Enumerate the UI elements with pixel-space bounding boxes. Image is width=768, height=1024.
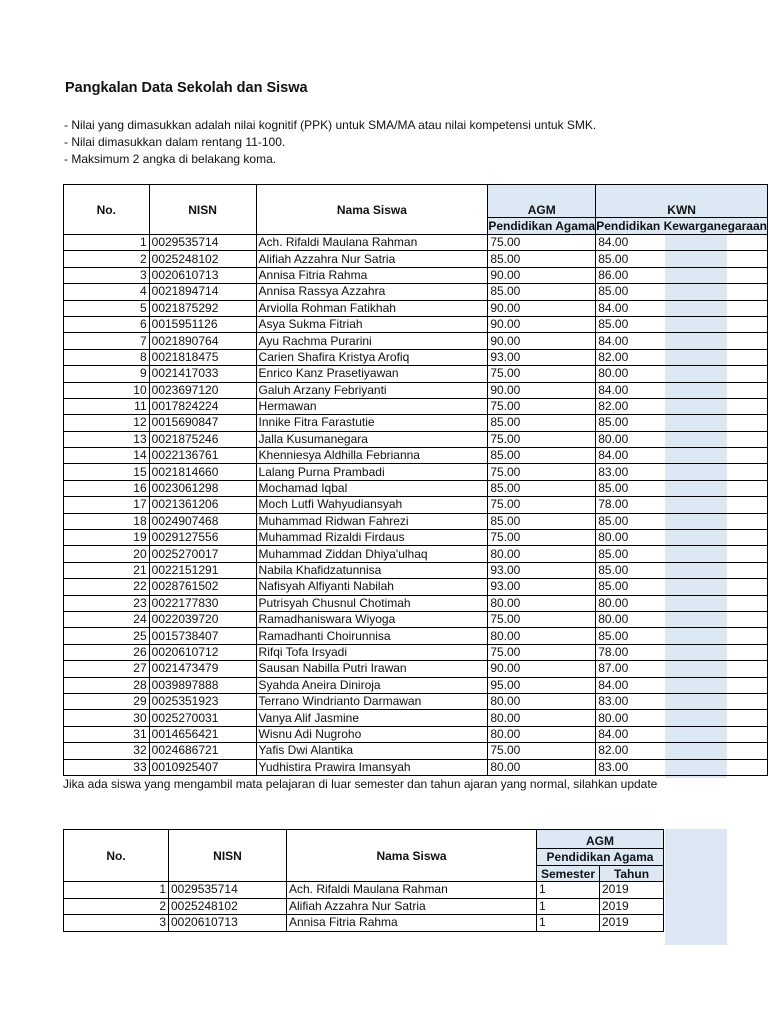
cell-nisn[interactable]: 0021875246 xyxy=(149,431,256,447)
header-tahun[interactable]: Tahun xyxy=(600,866,664,882)
cell-kwn[interactable]: 85.00 xyxy=(596,480,768,496)
cell-nama[interactable]: Yafis Dwi Alantika xyxy=(256,743,488,759)
cell-nama[interactable]: Galuh Arzany Febriyanti xyxy=(256,382,488,398)
table-row xyxy=(64,284,768,300)
header-agm-name[interactable]: Pendidikan Agama xyxy=(488,219,596,233)
cell-no[interactable]: 16 xyxy=(64,480,150,496)
cell-kwn[interactable]: 84.00 xyxy=(596,726,768,742)
cell-kwn[interactable]: 84.00 xyxy=(596,300,768,316)
header-no[interactable]: No. xyxy=(64,185,150,235)
cell-nama[interactable]: Syahda Aneira Diniroja xyxy=(256,677,488,693)
table-row xyxy=(64,759,768,775)
cell-no[interactable]: 12 xyxy=(64,415,150,431)
cell-nama[interactable]: Vanya Alif Jasmine xyxy=(256,710,488,726)
cell-no[interactable]: 25 xyxy=(64,628,150,644)
cell-kwn[interactable]: 85.00 xyxy=(596,579,768,595)
table-row xyxy=(64,628,768,644)
cell-kwn[interactable]: 85.00 xyxy=(596,251,768,267)
cell-no[interactable]: 3 xyxy=(64,915,169,932)
page-title: Pangkalan Data Sekolah dan Siswa xyxy=(65,80,308,96)
cell-agm[interactable]: 80.00 xyxy=(488,546,596,562)
header-agm-code[interactable]: AGM xyxy=(537,830,664,849)
cell-nisn[interactable]: 0021818475 xyxy=(149,349,256,365)
cell-nisn[interactable]: 0023697120 xyxy=(149,382,256,398)
cell-nisn[interactable]: 0029535714 xyxy=(149,235,256,251)
notes xyxy=(64,117,596,168)
table-row xyxy=(64,743,768,759)
cell-nama[interactable]: Sausan Nabilla Putri Irawan xyxy=(256,661,488,677)
cell-nama[interactable]: Annisa Rassya Azzahra xyxy=(256,284,488,300)
cell-no[interactable]: 4 xyxy=(64,284,150,300)
header-no[interactable]: No. xyxy=(64,830,169,882)
cell-kwn[interactable]: 84.00 xyxy=(596,333,768,349)
cell-agm[interactable]: 95.00 xyxy=(488,677,596,693)
table-row xyxy=(64,726,768,742)
cell-agm[interactable]: 75.00 xyxy=(488,235,596,251)
header-kwn-name[interactable]: Pendidikan Kewarganegaraan xyxy=(596,219,767,233)
cell-no[interactable]: 15 xyxy=(64,464,150,480)
cell-agm[interactable]: 75.00 xyxy=(488,497,596,513)
cell-no[interactable]: 2 xyxy=(64,898,169,915)
cell-kwn[interactable]: 83.00 xyxy=(596,464,768,480)
table-row xyxy=(64,349,768,365)
cell-no[interactable]: 1 xyxy=(64,235,150,251)
cell-nisn[interactable]: 0022039720 xyxy=(149,611,256,627)
cell-kwn[interactable]: 80.00 xyxy=(596,366,768,382)
cell-nama[interactable]: Ach. Rifaldi Maulana Rahman xyxy=(287,882,537,899)
cell-nisn[interactable]: 0017824224 xyxy=(149,398,256,414)
cell-agm[interactable]: 90.00 xyxy=(488,267,596,283)
cell-no[interactable]: 32 xyxy=(64,743,150,759)
table-row xyxy=(64,366,768,382)
cell-agm[interactable]: 85.00 xyxy=(488,448,596,464)
cell-nama[interactable]: Ramadhaniswara Wiyoga xyxy=(256,611,488,627)
header-kwn-code[interactable]: KWN xyxy=(596,185,768,218)
cell-nisn[interactable]: 0014656421 xyxy=(149,726,256,742)
cell-kwn[interactable]: 85.00 xyxy=(596,546,768,562)
cell-no[interactable]: 26 xyxy=(64,644,150,660)
cell-agm[interactable]: 90.00 xyxy=(488,661,596,677)
cell-nisn[interactable]: 0039897888 xyxy=(149,677,256,693)
cell-nisn[interactable]: 0022151291 xyxy=(149,562,256,578)
table-row xyxy=(64,595,768,611)
cell-nisn[interactable]: 0024907468 xyxy=(149,513,256,529)
table-row xyxy=(64,235,768,251)
table-row xyxy=(64,710,768,726)
cell-kwn[interactable]: 85.00 xyxy=(596,628,768,644)
cell-nama[interactable]: Ayu Rachma Purarini xyxy=(256,333,488,349)
cell-no[interactable]: 14 xyxy=(64,448,150,464)
cell-nisn[interactable]: 0025248102 xyxy=(149,251,256,267)
cell-kwn[interactable]: 82.00 xyxy=(596,349,768,365)
cell-kwn[interactable]: 84.00 xyxy=(596,448,768,464)
cell-nama[interactable]: Putrisyah Chusnul Chotimah xyxy=(256,595,488,611)
cell-nisn[interactable]: 0025270031 xyxy=(149,710,256,726)
cell-kwn[interactable]: 78.00 xyxy=(596,497,768,513)
table-row xyxy=(64,431,768,447)
cell-no[interactable]: 23 xyxy=(64,595,150,611)
cell-tahun[interactable]: 2019 xyxy=(600,898,664,915)
cell-agm[interactable]: 75.00 xyxy=(488,644,596,660)
cell-no[interactable]: 13 xyxy=(64,431,150,447)
cell-nama[interactable]: Alifiah Azzahra Nur Satria xyxy=(287,898,537,915)
cell-nama[interactable]: Jalla Kusumanegara xyxy=(256,431,488,447)
cell-nama[interactable]: Annisa Fitria Rahma xyxy=(256,267,488,283)
cell-nama[interactable]: Annisa Fitria Rahma xyxy=(287,915,537,932)
header-nama[interactable]: Nama Siswa xyxy=(287,830,537,882)
cell-nisn[interactable]: 0020610713 xyxy=(149,267,256,283)
cell-nama[interactable]: Asya Sukma Fitriah xyxy=(256,316,488,332)
cell-kwn[interactable]: 80.00 xyxy=(596,710,768,726)
table-row xyxy=(64,693,768,709)
cell-no[interactable]: 19 xyxy=(64,530,150,546)
table-row xyxy=(64,579,768,595)
cell-no[interactable]: 24 xyxy=(64,611,150,627)
cell-no[interactable]: 11 xyxy=(64,398,150,414)
cell-no[interactable]: 9 xyxy=(64,366,150,382)
cell-agm[interactable]: 85.00 xyxy=(488,251,596,267)
table-row xyxy=(64,333,768,349)
cell-agm[interactable]: 93.00 xyxy=(488,562,596,578)
table-row xyxy=(64,415,768,431)
cell-agm[interactable]: 75.00 xyxy=(488,431,596,447)
cell-nisn[interactable]: 0021814660 xyxy=(149,464,256,480)
note-line: - Maksimum 2 angka di belakang koma. xyxy=(64,152,277,166)
cell-nisn[interactable]: 0021417033 xyxy=(149,366,256,382)
cell-kwn[interactable]: 80.00 xyxy=(596,611,768,627)
grades-table-body xyxy=(64,235,768,776)
table-row xyxy=(64,661,768,677)
cell-nisn[interactable]: 0029535714 xyxy=(169,882,287,899)
cell-nama[interactable]: Yudhistira Prawira Imansyah xyxy=(256,759,488,775)
table-row xyxy=(64,530,768,546)
table-row xyxy=(64,300,768,316)
footnote: Jika ada siswa yang mengambil mata pelajaran di luar semester dan tahun ajaran yang normal, silahkan update xyxy=(63,777,658,791)
cell-kwn[interactable]: 85.00 xyxy=(596,562,768,578)
cell-no[interactable]: 18 xyxy=(64,513,150,529)
table-row xyxy=(64,677,768,693)
table-row xyxy=(64,882,664,899)
table-row xyxy=(64,382,768,398)
table-row xyxy=(64,513,768,529)
cell-kwn[interactable]: 87.00 xyxy=(596,661,768,677)
cell-agm[interactable]: 75.00 xyxy=(488,530,596,546)
cell-agm[interactable]: 75.00 xyxy=(488,398,596,414)
cell-nisn[interactable]: 0021473479 xyxy=(149,661,256,677)
cell-agm[interactable]: 75.00 xyxy=(488,743,596,759)
cell-kwn[interactable]: 85.00 xyxy=(596,284,768,300)
cell-nama[interactable]: Nabila Khafidzatunnisa xyxy=(256,562,488,578)
cell-nama[interactable]: Terrano Windrianto Darmawan xyxy=(256,693,488,709)
table-row xyxy=(64,316,768,332)
cell-nama[interactable]: Muhammad Ziddan Dhiya'ulhaq xyxy=(256,546,488,562)
cell-nisn[interactable]: 0022177830 xyxy=(149,595,256,611)
grades-table xyxy=(63,184,768,776)
cell-agm[interactable]: 90.00 xyxy=(488,382,596,398)
cell-nisn[interactable]: 0015951126 xyxy=(149,316,256,332)
cell-agm[interactable]: 75.00 xyxy=(488,464,596,480)
note-line: - Nilai dimasukkan dalam rentang 11-100. xyxy=(64,135,286,149)
cell-agm[interactable]: 93.00 xyxy=(488,349,596,365)
cell-kwn[interactable]: 85.00 xyxy=(596,415,768,431)
cell-agm[interactable]: 85.00 xyxy=(488,480,596,496)
cell-kwn[interactable]: 84.00 xyxy=(596,382,768,398)
cell-kwn[interactable]: 80.00 xyxy=(596,595,768,611)
cell-nisn[interactable]: 0022136761 xyxy=(149,448,256,464)
table-row xyxy=(64,251,768,267)
table-row xyxy=(64,562,768,578)
cell-nisn[interactable]: 0025248102 xyxy=(169,898,287,915)
cell-kwn[interactable]: 84.00 xyxy=(596,677,768,693)
cell-no[interactable]: 5 xyxy=(64,300,150,316)
semester-table xyxy=(63,829,664,932)
cell-no[interactable]: 20 xyxy=(64,546,150,562)
cell-nama[interactable]: Lalang Purna Prambadi xyxy=(256,464,488,480)
cell-nama[interactable]: Mochamad Iqbal xyxy=(256,480,488,496)
cell-nisn[interactable]: 0024686721 xyxy=(149,743,256,759)
cell-nama[interactable]: Innike Fitra Farastutie xyxy=(256,415,488,431)
cell-agm[interactable]: 80.00 xyxy=(488,693,596,709)
cell-nama[interactable]: Enrico Kanz Prasetiyawan xyxy=(256,366,488,382)
cell-kwn[interactable]: 80.00 xyxy=(596,530,768,546)
cell-nama[interactable]: Ramadhanti Choirunnisa xyxy=(256,628,488,644)
cell-nisn[interactable]: 0010925407 xyxy=(149,759,256,775)
cell-semester[interactable]: 1 xyxy=(537,898,600,915)
table-row xyxy=(64,464,768,480)
cell-agm[interactable]: 75.00 xyxy=(488,611,596,627)
cell-agm[interactable]: 85.00 xyxy=(488,513,596,529)
cell-nisn[interactable]: 0021361206 xyxy=(149,497,256,513)
cell-no[interactable]: 21 xyxy=(64,562,150,578)
table-row xyxy=(64,898,664,915)
cell-no[interactable]: 3 xyxy=(64,267,150,283)
note-line: - Nilai yang dimasukkan adalah nilai kognitif (PPK) untuk SMA/MA atau nilai kompetensi untuk SMK. xyxy=(64,118,597,132)
cell-no[interactable]: 29 xyxy=(64,693,150,709)
cell-kwn[interactable]: 85.00 xyxy=(596,513,768,529)
cell-agm[interactable]: 80.00 xyxy=(488,628,596,644)
cell-no[interactable]: 8 xyxy=(64,349,150,365)
cell-kwn[interactable]: 80.00 xyxy=(596,431,768,447)
table-row xyxy=(64,915,664,932)
cell-kwn[interactable]: 82.00 xyxy=(596,743,768,759)
cell-agm[interactable]: 80.00 xyxy=(488,759,596,775)
cell-agm[interactable]: 90.00 xyxy=(488,316,596,332)
cell-nama[interactable]: Ach. Rifaldi Maulana Rahman xyxy=(256,235,488,251)
cell-agm[interactable]: 80.00 xyxy=(488,595,596,611)
cell-nisn[interactable]: 0028761502 xyxy=(149,579,256,595)
cell-agm[interactable]: 80.00 xyxy=(488,710,596,726)
frozen-column-band xyxy=(665,829,727,945)
cell-no[interactable]: 31 xyxy=(64,726,150,742)
cell-nama[interactable]: Muhammad Rizaldi Firdaus xyxy=(256,530,488,546)
cell-no[interactable]: 6 xyxy=(64,316,150,332)
cell-nama[interactable]: Hermawan xyxy=(256,398,488,414)
cell-kwn[interactable]: 78.00 xyxy=(596,644,768,660)
header-agm-name[interactable]: Pendidikan Agama xyxy=(537,849,664,866)
table-row xyxy=(64,448,768,464)
cell-agm[interactable]: 90.00 xyxy=(488,300,596,316)
cell-semester[interactable]: 1 xyxy=(537,882,600,899)
cell-no[interactable]: 33 xyxy=(64,759,150,775)
cell-agm[interactable]: 75.00 xyxy=(488,366,596,382)
table-row xyxy=(64,480,768,496)
header-nama[interactable]: Nama Siswa xyxy=(256,185,488,235)
cell-nisn[interactable]: 0020610713 xyxy=(169,915,287,932)
cell-no[interactable]: 17 xyxy=(64,497,150,513)
cell-kwn[interactable]: 83.00 xyxy=(596,759,768,775)
semester-table-body xyxy=(64,882,664,932)
table-row xyxy=(64,611,768,627)
cell-tahun[interactable]: 2019 xyxy=(600,915,664,932)
cell-nama[interactable]: Rifqi Tofa Irsyadi xyxy=(256,644,488,660)
cell-nisn[interactable]: 0020610712 xyxy=(149,644,256,660)
cell-kwn[interactable]: 85.00 xyxy=(596,316,768,332)
cell-nisn[interactable]: 0021875292 xyxy=(149,300,256,316)
cell-nisn[interactable]: 0021894714 xyxy=(149,284,256,300)
table-row xyxy=(64,267,768,283)
cell-nisn[interactable]: 0015738407 xyxy=(149,628,256,644)
table-row xyxy=(64,398,768,414)
cell-nama[interactable]: Moch Lutfi Wahyudiansyah xyxy=(256,497,488,513)
cell-no[interactable]: 30 xyxy=(64,710,150,726)
cell-no[interactable]: 28 xyxy=(64,677,150,693)
cell-nisn[interactable]: 0021890764 xyxy=(149,333,256,349)
header-nisn[interactable]: NISN xyxy=(169,830,287,882)
cell-kwn[interactable]: 86.00 xyxy=(596,267,768,283)
cell-no[interactable]: 7 xyxy=(64,333,150,349)
cell-nisn[interactable]: 0025351923 xyxy=(149,693,256,709)
cell-agm[interactable]: 85.00 xyxy=(488,415,596,431)
table-row xyxy=(64,497,768,513)
cell-nisn[interactable]: 0029127556 xyxy=(149,530,256,546)
cell-nama[interactable]: Carien Shafira Kristya Arofiq xyxy=(256,349,488,365)
cell-kwn[interactable]: 83.00 xyxy=(596,693,768,709)
cell-agm[interactable]: 90.00 xyxy=(488,333,596,349)
header-nisn[interactable]: NISN xyxy=(149,185,256,235)
cell-agm[interactable]: 80.00 xyxy=(488,726,596,742)
header-semester[interactable]: Semester xyxy=(537,866,600,882)
cell-no[interactable]: 27 xyxy=(64,661,150,677)
cell-kwn[interactable]: 84.00 xyxy=(596,235,768,251)
cell-no[interactable]: 22 xyxy=(64,579,150,595)
cell-semester[interactable]: 1 xyxy=(537,915,600,932)
cell-kwn[interactable]: 82.00 xyxy=(596,398,768,414)
cell-nisn[interactable]: 0023061298 xyxy=(149,480,256,496)
cell-no[interactable]: 1 xyxy=(64,882,169,899)
cell-nama[interactable]: Muhammad Ridwan Fahrezi xyxy=(256,513,488,529)
cell-nama[interactable]: Nafisyah Alfiyanti Nabilah xyxy=(256,579,488,595)
cell-agm[interactable]: 93.00 xyxy=(488,579,596,595)
table-row xyxy=(64,546,768,562)
header-agm-code[interactable]: AGM xyxy=(488,185,596,218)
cell-no[interactable]: 2 xyxy=(64,251,150,267)
cell-no[interactable]: 10 xyxy=(64,382,150,398)
cell-nama[interactable]: Alifiah Azzahra Nur Satria xyxy=(256,251,488,267)
cell-nama[interactable]: Khenniesya Aldhilla Febrianna xyxy=(256,448,488,464)
cell-nama[interactable]: Arviolla Rohman Fatikhah xyxy=(256,300,488,316)
cell-nisn[interactable]: 0015690847 xyxy=(149,415,256,431)
cell-nisn[interactable]: 0025270017 xyxy=(149,546,256,562)
cell-tahun[interactable]: 2019 xyxy=(600,882,664,899)
cell-agm[interactable]: 85.00 xyxy=(488,284,596,300)
table-row xyxy=(64,644,768,660)
cell-nama[interactable]: Wisnu Adi Nugroho xyxy=(256,726,488,742)
